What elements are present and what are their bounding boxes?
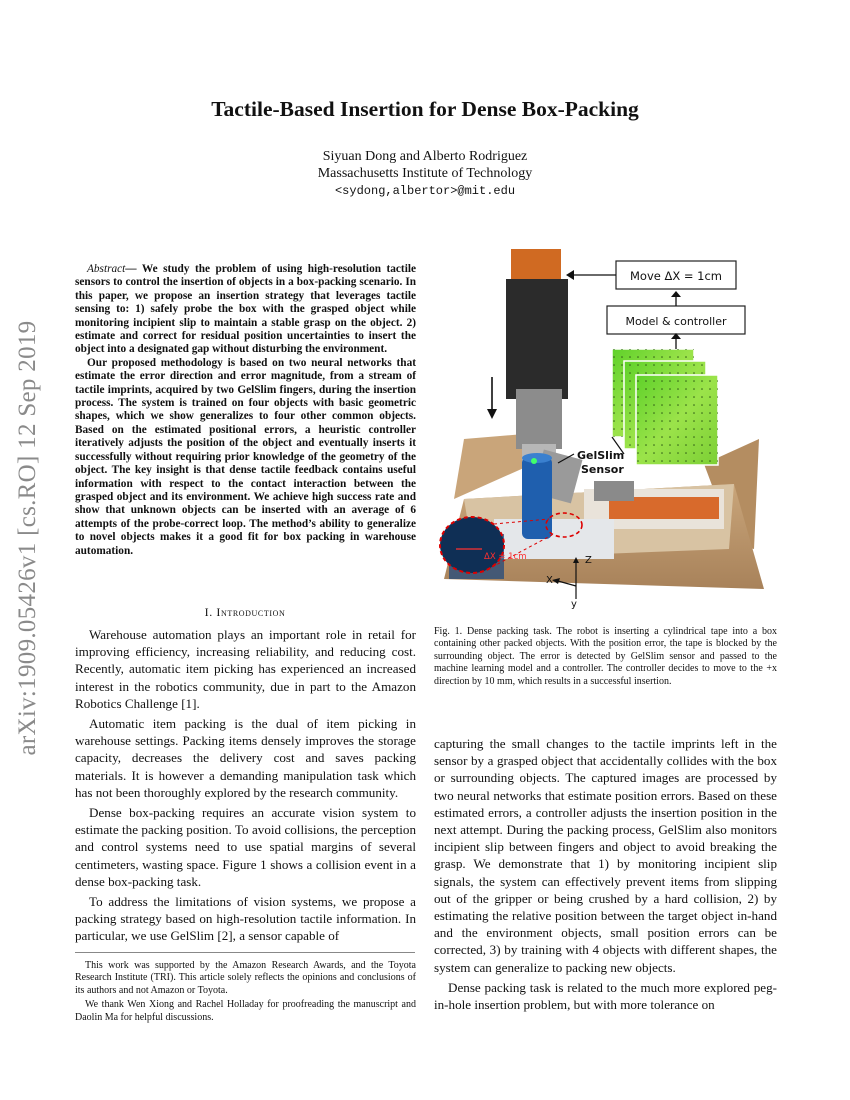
abstract-p2: Our proposed methodology is based on two neural networks that estimate the error direction and error magnitude, from a stream of tactile imprints, acquired by two GelSlim fingers, during the insertion process. The system is trained on four objects with basic geometric shapes, which we show generalizes to four other common objects. Based on the estimated positional errors, a heuristic controller iteratively adjusts the position of the object and eventually inserts it successfully without requiring prior knowledge of the geometry of the object. The key insight is that dense tactile feedback contains useful information with respect to the contact interaction between the grasped object and its environment. We achieve high success rate and show that unknown objects can be inserted with an average of 6 attempts of the probe-correct loop. The method’s ability to generalize to novel objects makes it a good fit for box packing in warehouse automation. [75,356,416,557]
figure-caption: Fig. 1. Dense packing task. The robot is inserting a cylindrical tape into a box containing other packed objects. With the position error, the tape is blocked by the surrounding object. The error is detected by GelSlim sensor and passed to the machine learning model and a controller. The controller decides to move to the +x direction by 10 mm, which results in a successful insertion. [434,626,777,687]
footnotes [75,960,416,1026]
abstract-label: Abstract [87,263,126,275]
sensor-label-line1: GelSlim [577,449,625,462]
body-paragraph: Warehouse automation plays an important role in retail for improving efficiency, increasing reliability, and reducing cost. Recently, automatic item picking has experienced an increased interest in the robotics community, due in part to the Amazon Robotics Challenge [1]. [75,627,416,711]
axis-z-label: Z [585,555,592,566]
figure-1-illustration [434,249,778,611]
section-number: I. [204,605,213,619]
footnote-funding: This work was supported by the Amazon Research Awards, and the Toyota Research Institute (TRI). This article solely reflects the opinions and conclusions of its authors and not Amazon or Toyota. [75,960,416,996]
body-paragraph: To address the limitations of vision systems, we propose a packing strategy based on high-resolution tactile information. In particular, we use GelSlim [2], a sensor capable of [75,894,416,944]
abstract-p1: — We study the problem of using high-resolution tactile sensors to control the insertion of objects in a box-packing scenario. In this paper, we propose an insertion strategy that leverages tactile sensing to: 1) safely probe the box with the grasped object while monitoring incipient slip to maintain a stable grasp on the object. 2) estimate and correct for residual position uncertainties to insert the object into a designated gap without disturbing the environment. [75,263,416,356]
right-column-body [434,735,777,1016]
abstract [75,263,416,558]
footnote-rule [75,952,415,953]
affiliation: Massachusetts Institute of Technology [317,166,533,181]
body-paragraph: Dense box-packing requires an accurate vision system to estimate the packing position. To avoid collisions, the perception and control systems need to use spatial margins of several centimeters, wasting space. Figure 1 shows a collision event in a dense box-packing task. [75,805,416,889]
left-column-body [75,626,416,948]
body-paragraph: Automatic item packing is the dual of item picking in warehouse settings. Packing items densely improves the storage capacity, decreases the delivery cost and saves packing materials. It is however a demanding manipulation task which has not been thoroughly explored by the research community. [75,716,416,800]
move-box-label: Move ΔX = 1cm [629,269,723,283]
sensor-label-line2: Sensor [581,463,624,476]
body-paragraph: Dense packing task is related to the much more explored peg-in-hole insertion problem, but with more tolerance on [434,979,777,1013]
paper-title: Tactile-Based Insertion for Dense Box-Packing [211,97,639,121]
dx-label: ΔX = 1cm [484,552,527,562]
arxiv-identifier: arXiv:1909.05426v1 [cs.RO] 12 Sep 2019 [14,320,41,756]
section-title: Introduction [216,605,286,619]
email: <sydong,albertor>@mit.edu [334,184,516,198]
model-box-label: Model & controller [625,315,727,328]
section-heading [75,605,415,620]
figure-1 [434,249,778,611]
body-paragraph: capturing the small changes to the tactile imprints left in the sensor by a grasped object that accidentally collides with the box or surrounding objects. The captured images are processed by two neural networks that estimate position errors. Based on these estimated errors, a controller adjusts the insertion position in the next attempt. During the packing process, GelSlim also monitors incipient slip between fingers and object to avoid breaking the grasp. We demonstrate that 1) by monitoring incipient slip signals, the system can effectively prevent items from slipping out of the gripper or being crushed by a hard collision, 2) by estimating the relative position between the target object in-hand and the environment objects, small position errors can be corrected, 3) by training with 4 objects with different shapes, the system can generalize to packing new objects. [434,736,777,975]
axis-x-label: X [546,575,553,586]
axis-y-label: y [571,599,577,610]
authors: Siyuan Dong and Alberto Rodriguez [322,149,528,164]
footnote-thanks: We thank Wen Xiong and Rachel Holladay for proofreading the manuscript and Daolin Ma for helpful discussions. [75,999,416,1023]
